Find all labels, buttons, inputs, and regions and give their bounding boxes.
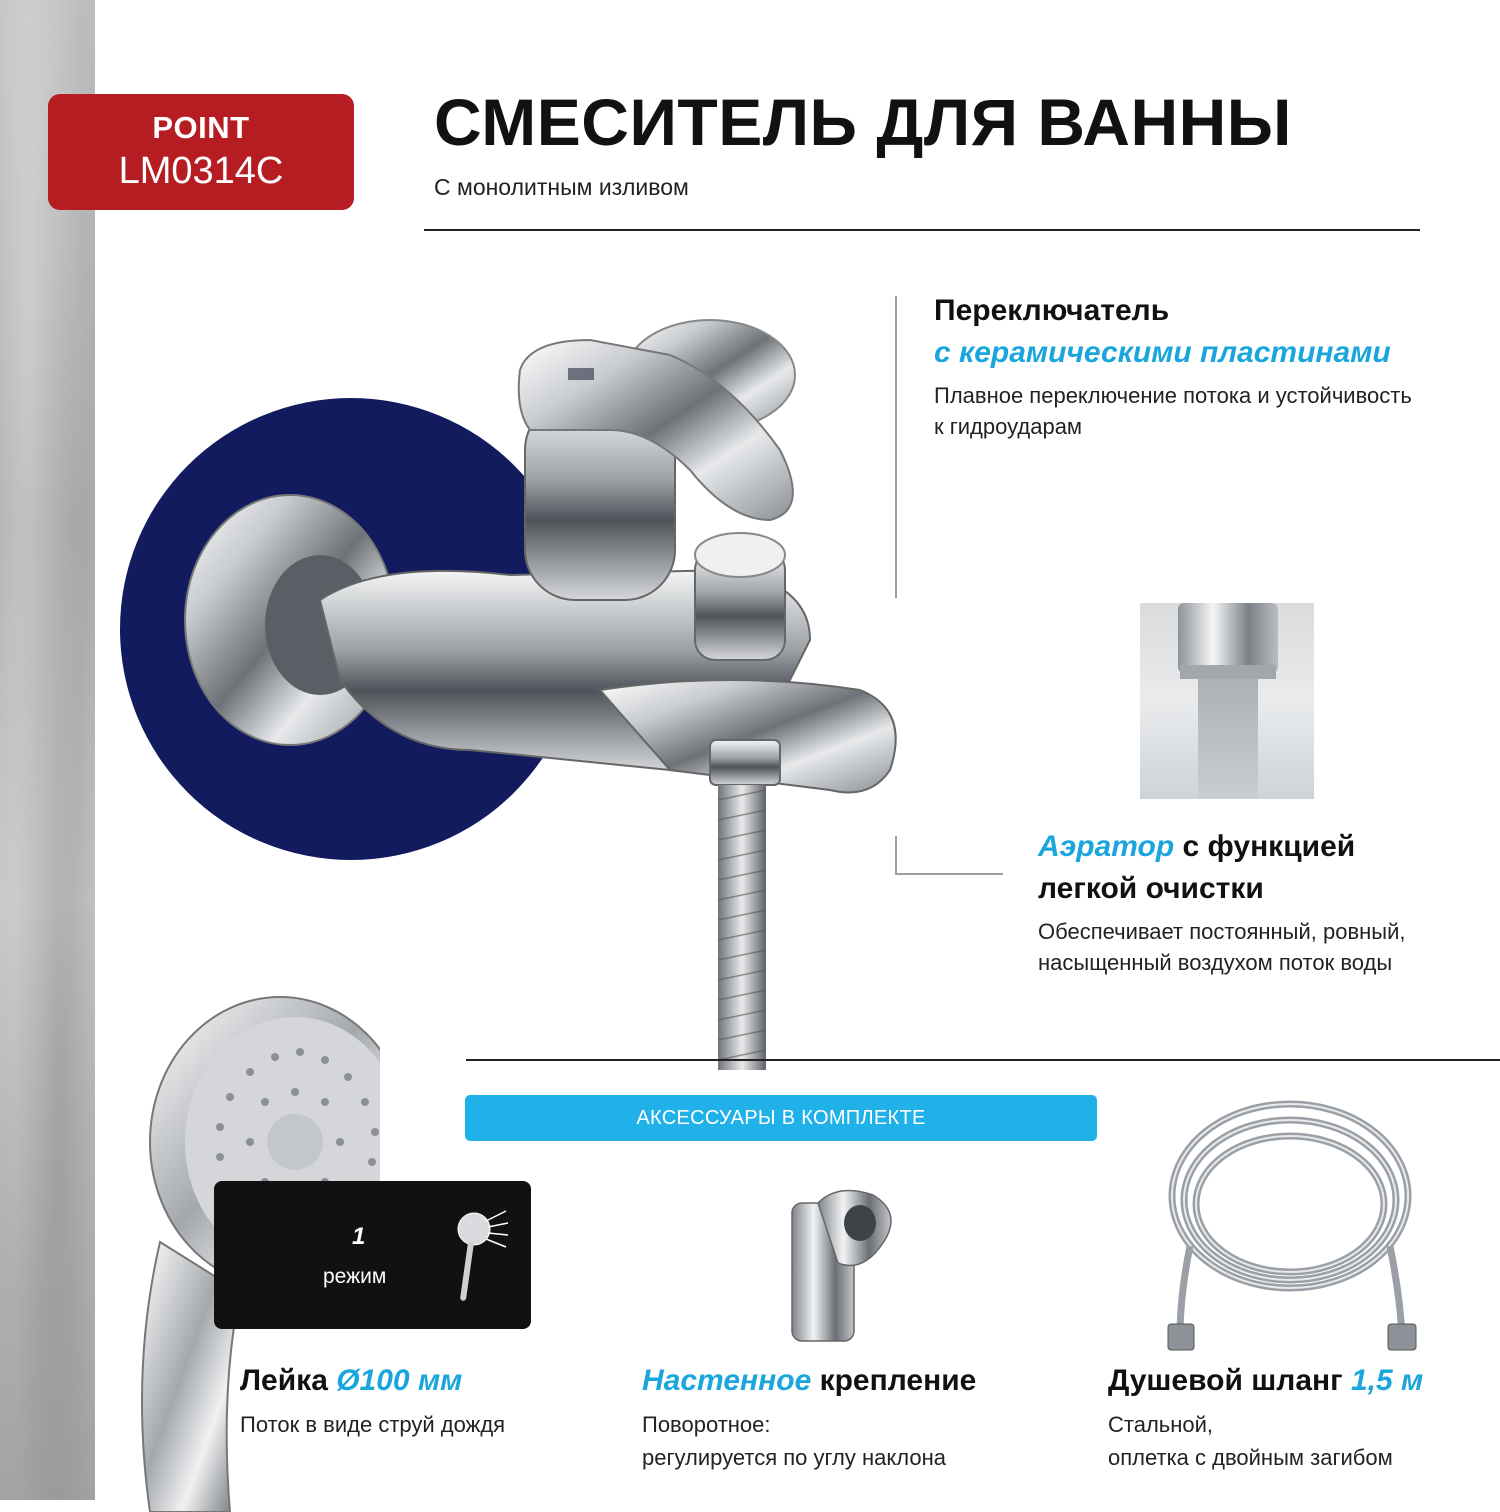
switch-description (934, 380, 1412, 442)
hose-description (1108, 1408, 1393, 1474)
page-title: СМЕСИТЕЛЬ ДЛЯ ВАННЫ (434, 85, 1292, 159)
accessories-divider (466, 1059, 1500, 1061)
aerator-title-rest: с функцией (1174, 830, 1356, 863)
hose-desc-line-2: оплетка с двойным загибом (1108, 1445, 1393, 1470)
concrete-texture-strip (0, 0, 95, 1500)
header-divider (424, 229, 1420, 231)
wall-mount-description (642, 1408, 946, 1474)
aerator-title-line-2: легкой очистки (1038, 872, 1264, 905)
hose-title (1108, 1364, 1423, 1398)
wall-mount-title (642, 1364, 976, 1398)
aerator-description (1038, 916, 1406, 978)
page-subtitle: С монолитным изливом (434, 174, 689, 200)
aerator-desc-line-2: насыщенный воздухом поток воды (1038, 950, 1393, 975)
shower-head-description: Поток в виде струй дождя (240, 1412, 506, 1437)
badge-brand: POINT (152, 110, 250, 145)
switch-desc-line-2: к гидроударам (934, 414, 1083, 439)
wall-mount-title-rest: крепление (811, 1364, 977, 1397)
hose-title-text: Душевой шланг (1108, 1364, 1351, 1397)
shower-head-title-text: Лейка (240, 1364, 337, 1397)
accessories-banner: АКСЕССУАРЫ В КОМПЛЕКТЕ (465, 1095, 1097, 1141)
shower-head-title (240, 1364, 462, 1398)
aerator-desc-line-1: Обеспечивает постоянный, ровный, (1038, 919, 1406, 944)
aerator-accent: Аэратор (1038, 830, 1175, 863)
product-badge (48, 94, 354, 210)
hose-desc-line-1: Стальной, (1108, 1412, 1214, 1437)
wall-mount-desc-line-1: Поворотное: (642, 1412, 771, 1437)
wall-mount-desc-line-2: регулируется по углу наклона (642, 1445, 946, 1470)
switch-accent: с керамическими пластинами (934, 336, 1391, 369)
shower-hose-image (1150, 1096, 1430, 1356)
bath-faucet-image (170, 300, 930, 1070)
hose-accent: 1,5 м (1350, 1364, 1424, 1397)
spray-mode-label: режим (323, 1265, 387, 1288)
spray-mode-count: 1 (352, 1223, 366, 1250)
aerator-title (1038, 830, 1355, 864)
aerator-image (1140, 603, 1314, 799)
wall-mount-image (778, 1183, 903, 1343)
spray-mode-box (214, 1181, 531, 1329)
rain-spray-icon (450, 1207, 510, 1307)
badge-model: LM0314C (118, 150, 284, 192)
switch-desc-line-1: Плавное переключение потока и устойчивость (934, 383, 1412, 408)
switch-title: Переключатель (934, 294, 1170, 327)
wall-mount-accent: Настенное (642, 1364, 812, 1397)
shower-head-accent: Ø100 мм (336, 1364, 463, 1397)
